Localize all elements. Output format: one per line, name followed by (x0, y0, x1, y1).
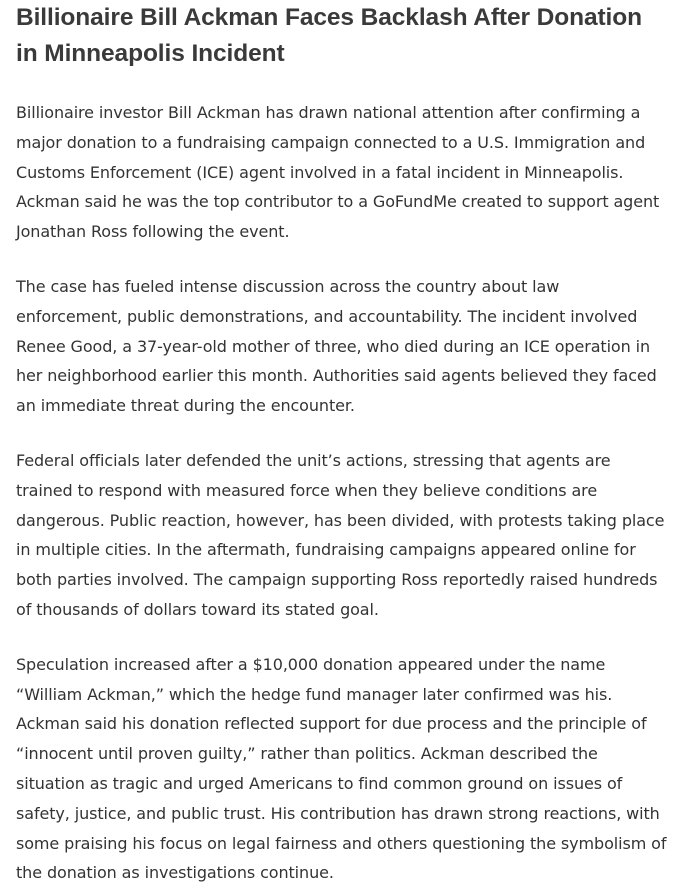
article-headline: Billionaire Bill Ackman Faces Backlash After Donation in Minneapolis Incident (16, 4, 642, 67)
article-paragraph-3: Federal officials later defended the unit’s actions, stressing that agents are trained to respond with measured force when they believe conditions are dangerous. Public reaction, however, has been divided, with protests taking place in multiple cities. In the aftermath, fundraising campaigns appeared online for both parties involved. The campaign supporting Ross reportedly raised hundreds of thousands of dollars toward its stated goal. (16, 450, 665, 619)
article-paragraph-1: Billionaire investor Bill Ackman has drawn national attention after confirming a major donation to a fundraising campaign connected to a U.S. Immigration and Customs Enforcement (ICE) agent involved in a fatal incident in Minneapolis. Ackman said he was the top contributor to a GoFundMe created to support agent Jonathan Ross following the event. (16, 103, 660, 242)
article-paragraph-2: The case has fueled intense discussion across the country about law enforcement, public demonstrations, and accountability. The incident involved Renee Good, a 37-year-old mother of three, who died during an ICE operation in her neighborhood earlier this month. Authorities said agents believed they faced an immediate threat during the encounter. (16, 276, 657, 416)
article-paragraph-4: Speculation increased after a $10,000 donation appeared under the name “William Ackman,” which the hedge fund manager later confirmed was his. Ackman said his donation reflected support for due process and the principle of “innocent until proven guilty,” rather than politics. Ackman described the situation as tragic and urged Americans to find common ground on issues of safety, justice, and public trust. His contribution has drawn strong reactions, with some praising his focus on legal fairness and others questioning the symbolism of the donation as investigations continue. (16, 654, 667, 883)
